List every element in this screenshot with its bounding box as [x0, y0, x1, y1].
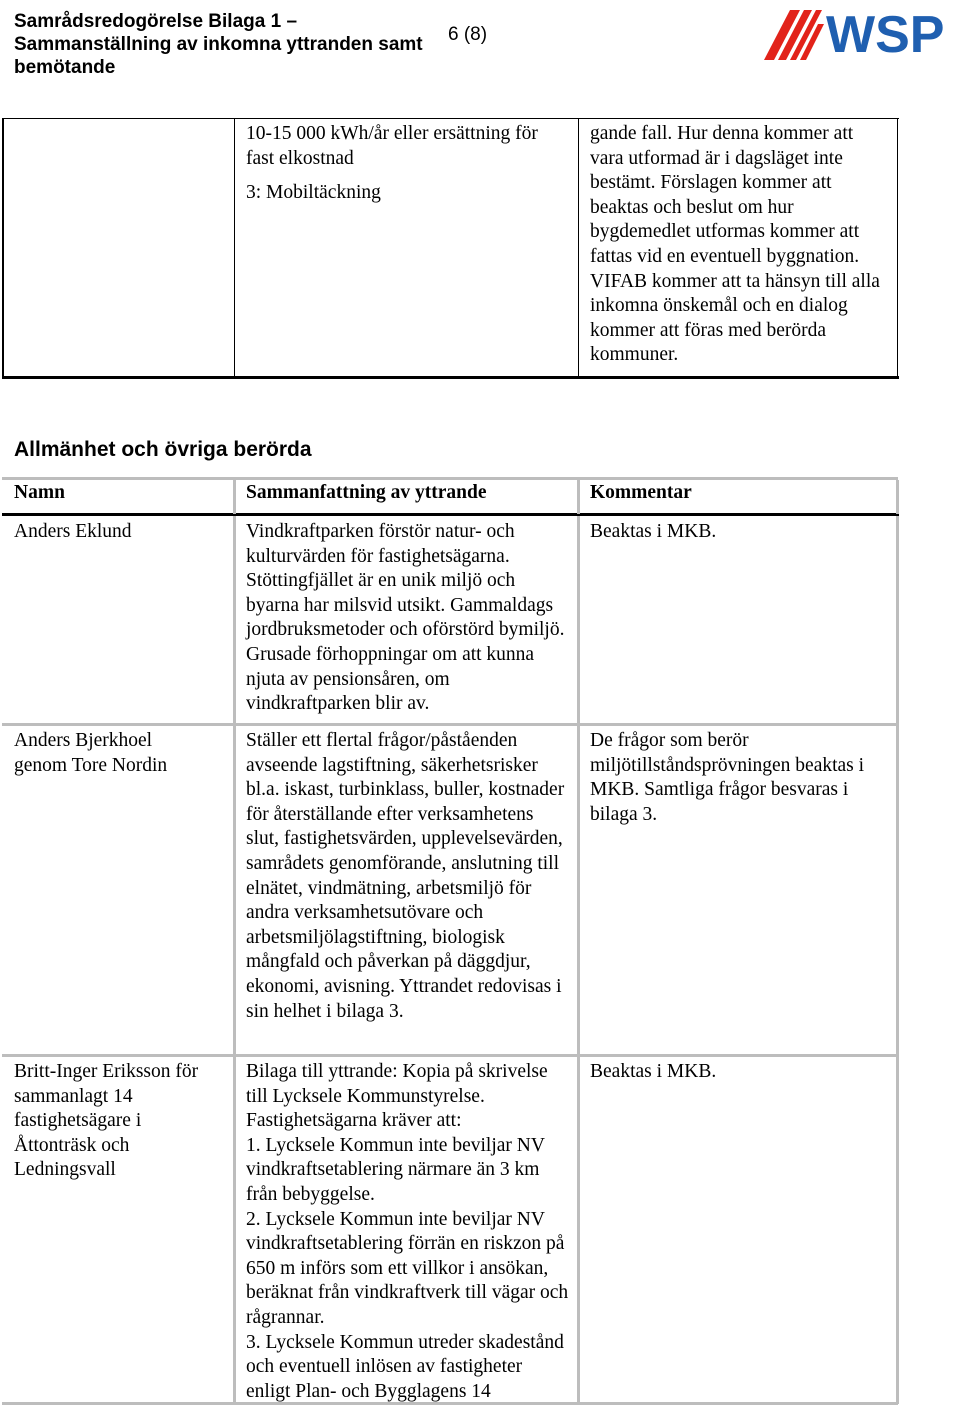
section-title: Allmänhet och övriga berörda: [14, 438, 312, 461]
top-table-cell-comment: gande fall. Hur denna kommer att vara utformad är i dagsläget inte bestämt. Förslagen kommer att beaktas och beslut om hur bygdemedlet utformas kommer att fattas vid en eventuell byggnation. VIFAB kommer att ta hänsyn till alla inkomna önskemål och en dialog kommer att föras med berörda kommuner.: [590, 123, 880, 366]
table-col-divider-2: [577, 516, 580, 1404]
document-title-line-1: Samrådsredogörelse Bilaga 1 –: [14, 11, 298, 32]
row-3-summary-intro: Bilaga till yttrande: Kopia på skrivelse till Lycksele Kommunstyrelse. Fastighetsägarna kräver att:: [246, 1061, 548, 1132]
row-divider-2: [2, 1054, 898, 1057]
logo-stripes-icon: [764, 10, 824, 60]
document-title-line-2: Sammanställning av inkomna yttranden samt: [14, 34, 423, 55]
top-table-border-bottom: [2, 376, 899, 379]
top-summary-item-3: 3: Mobiltäckning: [246, 182, 381, 204]
wsp-logo: [762, 2, 958, 64]
document-title-line-3: bemötande: [14, 57, 116, 78]
header-col-divider-2: [577, 480, 580, 514]
header-row-bottom-line: [2, 513, 899, 516]
column-header-comment: Kommentar: [590, 482, 692, 503]
top-table-divider-2: [578, 118, 579, 378]
row-divider-1: [2, 723, 898, 726]
header-col-divider-right: [896, 480, 899, 514]
table-row-3-comment: Beaktas i MKB.: [590, 1061, 717, 1082]
top-table-border-top: [2, 118, 899, 119]
row-3-summary-item-1: 1. Lycksele Kommun inte beviljar NV vindkraftsetablering närmare än 3 km från bebyggelse.: [246, 1134, 545, 1205]
table-col-divider-1: [233, 516, 236, 1404]
top-table-border-right: [897, 118, 898, 378]
table-row-1-comment: Beaktas i MKB.: [590, 521, 717, 542]
table-row-1-summary: Vindkraftparken förstör natur- och kulturvärden för fastighetsägarna. Stöttingfjället är en unik miljö och byarna har milsvid utsikt. Gammaldags jordbruksmetoder och oförstörd bymiljö. Grusade förhoppningar om att kunna njuta av pensionsåren, om vindkraftparken blir av.: [246, 521, 565, 715]
top-table-border-left: [2, 118, 4, 378]
table-row-2-summary: Ställer ett flertal frågor/påståenden avseende lagstiftning, säkerhetsrisker bl.a. iskast, turbinklass, buller, kostnader för återställande efter verksamhetens slut, fastighetsvärden, upplevelsevärden, samrådets genomförande, anslutning till elnätet, vindmätning, arbetsmiljö för andra verksamhetsutövare och arbetsmiljölagstiftning, biologisk mångfald och påverkan på däggdjur, ekonomi, avisning. Yttrandet redovisas i sin helhet i bilaga 3.: [246, 730, 565, 1022]
header-col-divider-1: [233, 480, 236, 514]
row-3-summary-item-3: 3. Lycksele Kommun utreder skadestånd och eventuell inlösen av fastigheter enligt Plan- och Bygglagens 14: [246, 1331, 564, 1402]
table-col-divider-right: [896, 516, 899, 1404]
document-title: [14, 10, 444, 79]
logo-text: WSP: [826, 6, 945, 64]
top-table-cell-summary: [246, 122, 572, 206]
top-summary-line-1: 10-15 000 kWh/år eller ersättning för: [246, 123, 538, 144]
page-number: 6 (8): [448, 24, 488, 45]
table-row-3-summary: [246, 1060, 570, 1404]
table-row-1-name: Anders Eklund: [14, 521, 132, 542]
table-row-2-name: Anders Bjerkhoel genom Tore Nordin: [14, 730, 168, 776]
column-header-summary: Sammanfattning av yttrande: [246, 482, 487, 503]
row-3-summary-item-2: 2. Lycksele Kommun inte beviljar NV vindkraftsetablering förrän en riskzon på 650 m införs som ett villkor i ansökan, beräknat från vindkraftverk till vägar och rågrannar.: [246, 1208, 569, 1328]
table-row-2-comment: De frågor som berör miljötillståndsprövningen beaktas i MKB. Samtliga frågor besvaras i bilaga 3.: [590, 730, 865, 825]
header-divider-gray: [2, 477, 898, 480]
top-table-divider-1: [234, 118, 235, 378]
top-summary-line-2: fast elkostnad: [246, 147, 354, 169]
table-row-3-name: Britt-Inger Eriksson för sammanlagt 14 fastighetsägare i Åttonträsk och Ledningsvall: [14, 1061, 199, 1181]
column-header-name: Namn: [14, 482, 65, 503]
